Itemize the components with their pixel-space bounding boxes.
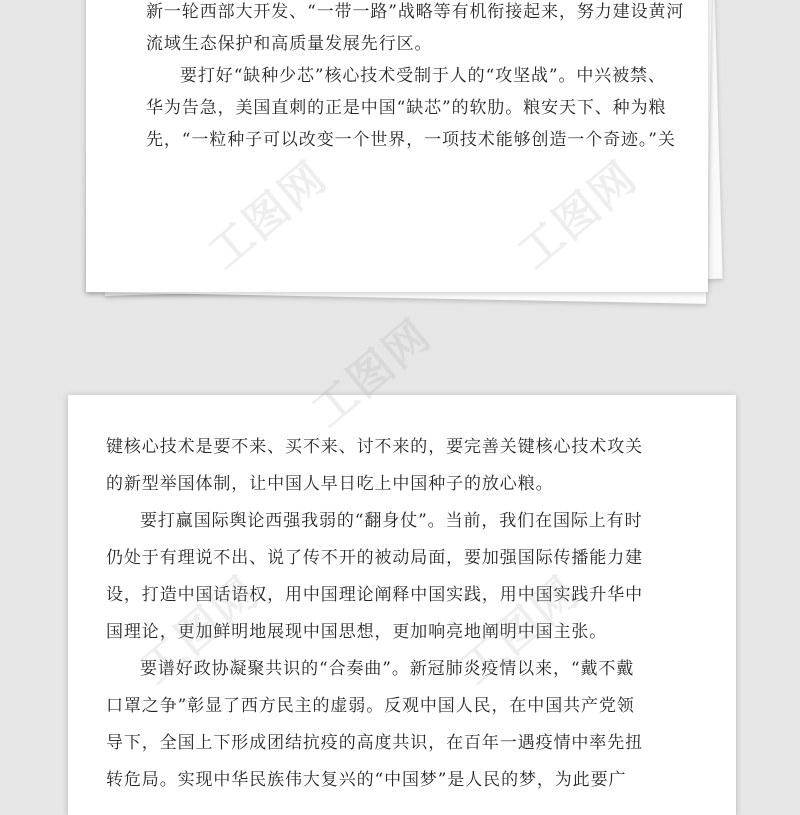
text-line: 转危局。实现中华民族伟大复兴的“中国梦”是人民的梦，为此要广 (106, 770, 627, 790)
text-line: 导下，全国上下形成团结抗疫的高度共识，在百年一遇疫情中率先扭 (106, 733, 643, 753)
text-line: 口罩之争”彰显了西方民主的虚弱。反观中国人民，在中国共产党领 (106, 696, 635, 716)
text-line: 华为告急，美国直刺的正是中国“缺芯”的软肋。粮安天下、种为粮 (146, 98, 667, 118)
watermark: 工图网 (508, 151, 648, 280)
page-text (146, 0, 684, 156)
watermark: 工图网 (198, 151, 338, 280)
text-line: 国理论，更加鲜明地展现中国思想，更加响亮地阐明中国主张。 (106, 622, 608, 642)
watermark: 工图网 (302, 309, 442, 438)
text-line: 新一轮西部大开发、“一带一路”战略等有机衔接起来，努力建设黄河 (146, 2, 685, 22)
watermark: 工图网 (130, 566, 270, 695)
text-line: 流域生态保护和高质量发展先行区。 (146, 34, 433, 54)
paragraph-start-line: 要谱好政协凝聚共识的“合奏曲”。新冠肺炎疫情以来，“戴不戴 (140, 659, 635, 679)
document-page-bottom (68, 395, 736, 815)
text-line: 先，“一粒种子可以改变一个世界，一项技术能够创造一个奇迹。”关 (146, 130, 676, 150)
text-line: 仍处于有理说不出、说了传不开的被动局面，要加强国际传播能力建 (106, 548, 643, 568)
document-page-top (86, 0, 708, 292)
watermark: 工图网 (450, 566, 590, 695)
paragraph-start-line: 要打好“缺种少芯”核心技术受制于人的“攻坚战”。中兴被禁、 (180, 66, 666, 86)
text-line: 的新型举国体制，让中国人早日吃上中国种子的放心粮。 (106, 474, 554, 494)
paragraph-start-line: 要打赢国际舆论西强我弱的“翻身仗”。当前，我们在国际上有时 (140, 511, 643, 531)
page-text (106, 429, 643, 799)
text-line: 键核心技术是要不来、买不来、讨不来的，要完善关键核心技术攻关 (106, 437, 643, 457)
text-line: 设，打造中国话语权，用中国理论阐释中国实践，用中国实践升华中 (106, 585, 643, 605)
